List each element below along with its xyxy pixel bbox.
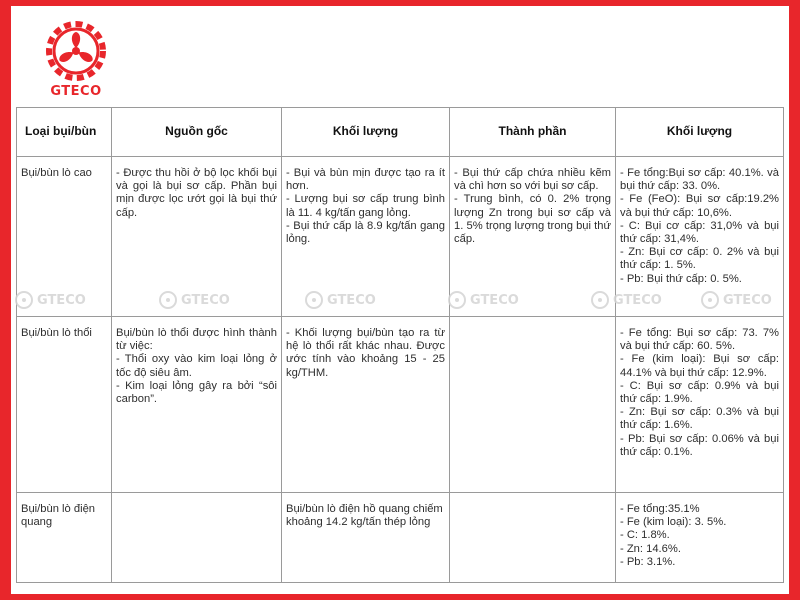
cell-line: - Fe tổng:Bụi sơ cấp: 40.1%. và bụi thứ cấp: 33. 0%. xyxy=(620,167,779,193)
cell-dust-type: Bụi/bùn lò thổi xyxy=(17,317,112,493)
header-mass: Khối lượng xyxy=(616,108,784,157)
cell-line: - Lượng bụi sơ cấp trung bình là 11. 4 kg/tấn gang lỏng. xyxy=(286,193,445,219)
header-composition: Thành phần xyxy=(450,108,616,157)
cell-dust-type: Bụi/bùn lò điện quang xyxy=(17,493,112,583)
cell-line: - Thổi oxy vào kim loại lỏng ở tốc độ siêu âm. xyxy=(116,353,277,379)
cell-volume xyxy=(282,317,450,493)
cell-line: - Bụi thứ cấp chứa nhiều kẽm và chì hơn so với bụi sơ cấp. xyxy=(454,167,611,193)
cell-line: - C: Bụi cơ cấp: 31,0% và bụi thứ cấp: 31,4%. xyxy=(620,219,779,246)
cell-line: - Pb: 3.1%. xyxy=(620,555,676,568)
gteco-logo xyxy=(34,20,118,110)
header-dust-type: Loại bụi/bùn xyxy=(17,108,112,157)
cell-line: Bụi/bùn lò thổi được hình thành từ việc: xyxy=(116,327,277,353)
watermark-text: GTECO xyxy=(327,292,376,308)
watermark-text: GTECO xyxy=(470,292,519,308)
cell-line: - Fe tổng: Bụi sơ cấp: 73. 7% và bụi thứ cấp: 60. 5%. xyxy=(620,327,779,353)
watermark-text: GTECO xyxy=(181,292,230,308)
watermark xyxy=(700,288,772,312)
cell-line: - Fe tổng:35.1% xyxy=(620,503,700,515)
watermark-gear-icon xyxy=(158,290,178,310)
cell-line: - Khối lượng bụi/bùn tạo ra từ hệ lò thổi rất khác nhau. Được ước tính vào khoảng 15 - 25 kg/THM. xyxy=(286,327,445,379)
cell-line: - Fe (FeO): Bụi sơ cấp:19.2% và bụi thứ cấp: 10,6%. xyxy=(620,193,779,219)
watermark xyxy=(14,288,86,312)
watermark-gear-icon xyxy=(14,290,34,310)
cell-line: - Fe (kim loại): 3. 5%. xyxy=(620,516,727,529)
cell-mass xyxy=(616,493,784,583)
table-header-row xyxy=(17,108,784,157)
watermark-gear-icon xyxy=(447,290,467,310)
cell-origin xyxy=(112,317,282,493)
cell-dust-type: Bụi/bùn lò cao xyxy=(17,157,112,317)
watermark-text: GTECO xyxy=(37,292,86,308)
cell-line: - Pb: Bụi sơ cấp: 0.06% và bụi thứ cấp: 0.1%. xyxy=(620,432,779,458)
cell-line: - Bụi và bùn mịn được tạo ra ít hơn. xyxy=(286,167,445,193)
cell-line: - Zn: Bụi sơ cấp: 0.3% và bụi thứ cấp: 1.6%. xyxy=(620,406,779,432)
watermark-text: GTECO xyxy=(613,292,662,308)
cell-volume xyxy=(282,493,450,583)
watermark xyxy=(590,288,662,312)
cell-line: - Fe (kim loại): Bụi sơ cấp: 44.1% và bụi thứ cấp: 12.9%. xyxy=(620,353,779,379)
gear-fan-icon xyxy=(38,20,114,82)
table-row xyxy=(17,157,784,317)
watermark-gear-icon xyxy=(590,290,610,310)
logo-text: GTECO xyxy=(50,84,102,99)
watermark xyxy=(158,288,230,312)
cell-mass xyxy=(616,317,784,493)
cell-line: - Zn: Bụi cơ cấp: 0. 2% và bụi thứ cấp: 1. 5%. xyxy=(620,246,779,272)
cell-composition xyxy=(450,317,616,493)
watermark-gear-icon xyxy=(304,290,324,310)
table-row xyxy=(17,493,784,583)
cell-line: - Bụi thứ cấp là 8.9 kg/tấn gang lỏng. xyxy=(286,219,445,246)
dust-sludge-table xyxy=(16,107,784,583)
cell-line: - Pb: Bụi thứ cấp: 0. 5%. xyxy=(620,272,742,285)
cell-line: - Được thu hồi ở bộ lọc khối bụi và gọi là bụi sơ cấp. Phần bụi mịn được lọc ướt gọi là bụi thứ cấp. xyxy=(116,167,277,219)
cell-origin xyxy=(112,493,282,583)
watermark-text: GTECO xyxy=(723,292,772,308)
cell-line: Bụi/bùn lò điện hồ quang chiếm khoảng 14.2 kg/tấn thép lỏng xyxy=(286,503,443,529)
cell-composition xyxy=(450,493,616,583)
cell-line: - Zn: 14.6%. xyxy=(620,542,681,555)
watermark-gear-icon xyxy=(700,290,720,310)
watermark xyxy=(447,288,519,312)
header-origin: Nguồn gốc xyxy=(112,108,282,157)
watermark xyxy=(304,288,376,312)
cell-line: - C: 1.8%. xyxy=(620,529,670,542)
cell-line: - Kim loại lỏng gây ra bởi “sôi carbon”. xyxy=(116,379,277,406)
cell-line: - Trung bình, có 0. 2% trọng lượng Zn trong bụi sơ cấp và 1. 5% trọng lượng trong bụi thứ cấp. xyxy=(454,193,611,246)
cell-line: - C: Bụi sơ cấp: 0.9% và bụi thứ cấp: 1.9%. xyxy=(620,379,779,406)
table-row xyxy=(17,317,784,493)
header-volume: Khối lượng xyxy=(282,108,450,157)
